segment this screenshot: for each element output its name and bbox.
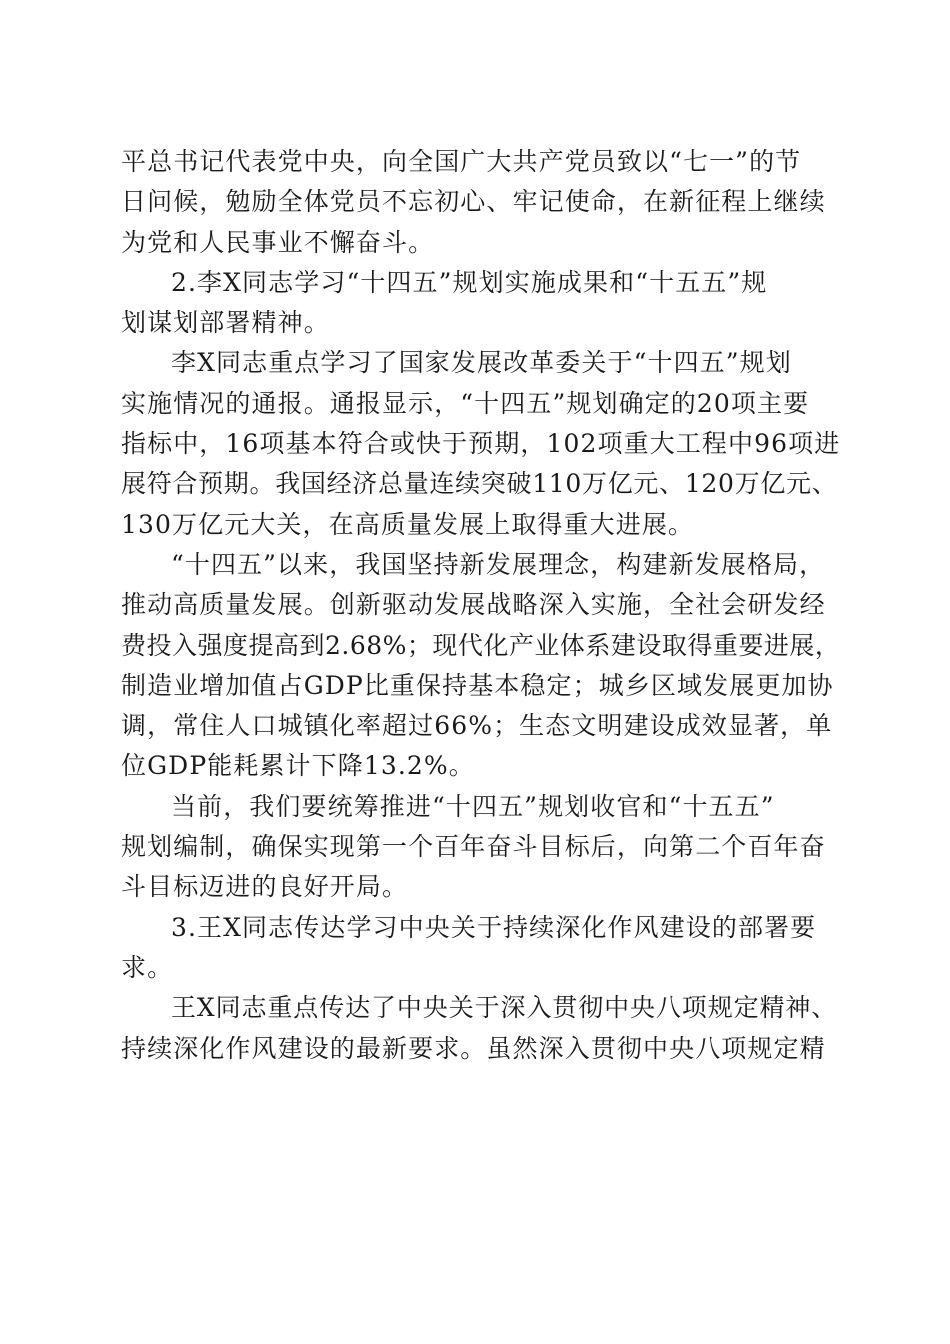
text-line: 实施情况的通报。通报显示，“十四五”规划确定的20项主要 (121, 388, 810, 418)
text-line: 为党和人民事业不懈奋斗。 (121, 227, 435, 257)
text-line: “十四五”以来，我国坚持新发展理念，构建新发展格局， (171, 549, 826, 579)
text-line: 调，常住人口城镇化率超过66%；生态文明建设成效显著，单 (121, 711, 833, 741)
text-line: 费投入强度提高到2.68%；现代化产业体系建设取得重要进展， (121, 630, 841, 660)
text-line: 规划编制，确保实现第一个百年奋斗目标后，向第二个百年奋 (121, 832, 826, 862)
section-heading-line: 3.王X同志传达学习中央关于持续深化作风建设的部署要 (171, 912, 817, 942)
text-line: 持续深化作风建设的最新要求。虽然深入贯彻中央八项规定精 (121, 1033, 826, 1063)
text-line: 指标中，16项基本符合或快于预期，102项重大工程中96项进 (121, 429, 841, 459)
text-line: 平总书记代表党中央，向全国广大共产党员致以“七一”的节 (121, 147, 802, 176)
text-line: 制造业增加值占GDP比重保持基本稳定；城乡区域发展更加协 (121, 670, 834, 700)
document-body (121, 142, 841, 1069)
text-line: 130万亿元大关，在高质量发展上取得重大进展。 (121, 509, 695, 539)
text-line: 位GDP能耗累计下降13.2%。 (121, 751, 475, 781)
text-line: 王X同志重点传达了中央关于深入贯彻中央八项规定精神、 (171, 993, 838, 1023)
text-line: 斗目标迈进的良好开局。 (121, 872, 409, 902)
section-heading-line: 划谋划部署精神。 (121, 308, 330, 338)
text-line: 李X同志重点学习了国家发展改革委关于“十四五”规划 (171, 348, 792, 378)
text-line: 当前，我们要统筹推进“十四五”规划收官和“十五五” (171, 791, 775, 821)
text-line: 推动高质量发展。创新驱动发展战略深入实施，全社会研发经 (121, 590, 826, 620)
section-heading-line: 2.李X同志学习“十四五”规划实施成果和“十五五”规 (171, 267, 768, 297)
text-line: 展符合预期。我国经济总量连续突破110万亿元、120万亿元、 (121, 469, 838, 499)
text-line: 日问候，勉励全体党员不忘初心、牢记使命，在新征程上继续 (121, 187, 826, 217)
section-heading-line: 求。 (121, 952, 174, 982)
